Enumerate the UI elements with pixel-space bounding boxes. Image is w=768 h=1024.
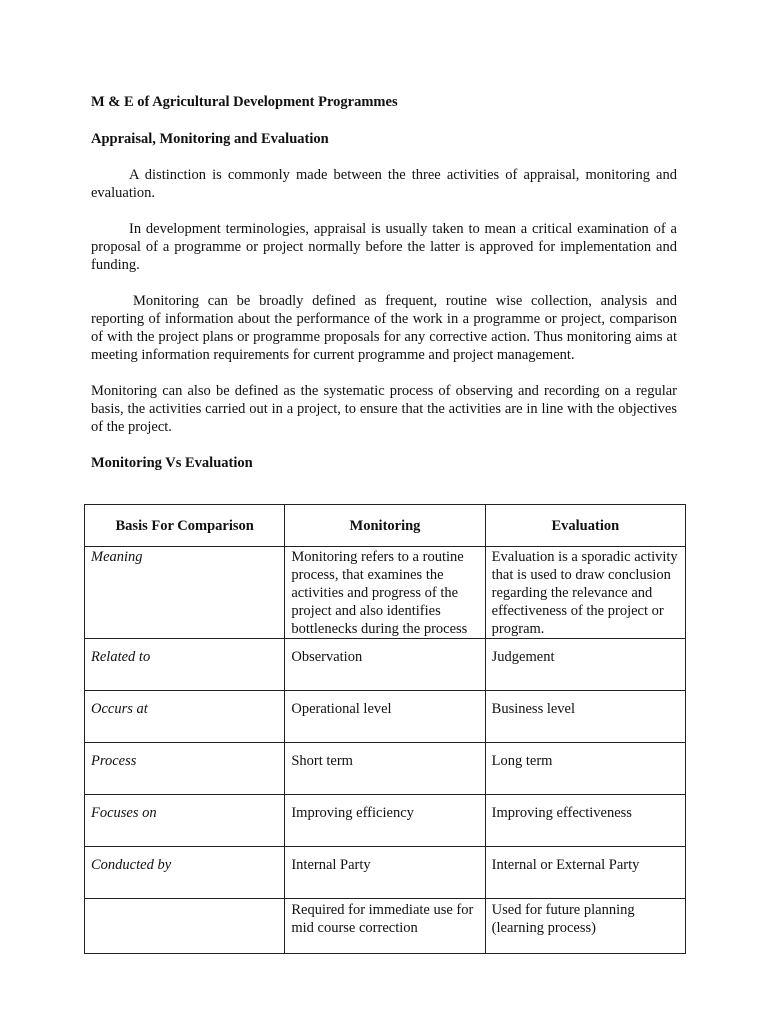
- cell-evaluation: Used for future planning (learning process): [485, 899, 685, 954]
- cell-evaluation: Long term: [485, 743, 685, 795]
- cell-evaluation: Internal or External Party: [485, 847, 685, 899]
- table-row: [85, 743, 686, 795]
- paragraph-distinction: A distinction is commonly made between the three activities of appraisal, monitoring and evaluation.: [91, 167, 677, 201]
- table-row: [85, 639, 686, 691]
- paragraph-monitoring-definition: Monitoring can be broadly defined as frequent, routine wise collection, analysis and reporting of information about the performance of the work in a programme or project, comparison of with the project plans or programme proposals for any corrective action. Thus monitoring aims at meeting information requirements for current programme and project management.: [91, 293, 677, 363]
- paragraph-appraisal: In development terminologies, appraisal is usually taken to mean a critical examination of a proposal of a programme or project normally before the latter is approved for implementation and funding.: [91, 221, 677, 273]
- cell-monitoring: Improving efficiency: [285, 795, 485, 847]
- cell-monitoring: Operational level: [285, 691, 485, 743]
- table-row: [85, 795, 686, 847]
- table-row: [85, 547, 686, 639]
- cell-monitoring: Short term: [285, 743, 485, 795]
- section-heading-appraisal: Appraisal, Monitoring and Evaluation: [91, 131, 329, 147]
- document-body: [91, 93, 677, 490]
- table-row: [85, 691, 686, 743]
- section-heading-comparison: Monitoring Vs Evaluation: [91, 455, 253, 471]
- cell-basis: [85, 899, 285, 954]
- cell-evaluation: Evaluation is a sporadic activity that is used to draw conclusion regarding the relevance and effectiveness of the project or program.: [485, 547, 685, 639]
- cell-monitoring: Required for immediate use for mid course correction: [285, 899, 485, 954]
- table-row: [85, 847, 686, 899]
- comparison-table: [84, 504, 686, 954]
- cell-monitoring: Monitoring refers to a routine process, that examines the activities and progress of the project and also identifies bottlenecks during the process: [285, 547, 485, 639]
- cell-evaluation: Improving effectiveness: [485, 795, 685, 847]
- cell-basis: Focuses on: [85, 795, 285, 847]
- paragraph-monitoring-systematic: Monitoring can also be defined as the systematic process of observing and recording on a regular basis, the activities carried out in a project, to ensure that the activities are in line with the objectives of the project.: [91, 383, 677, 435]
- cell-monitoring: Observation: [285, 639, 485, 691]
- header-monitoring: Monitoring: [285, 505, 485, 547]
- table-header-row: [85, 505, 686, 547]
- cell-basis: Conducted by: [85, 847, 285, 899]
- cell-basis: Occurs at: [85, 691, 285, 743]
- cell-monitoring: Internal Party: [285, 847, 485, 899]
- cell-evaluation: Judgement: [485, 639, 685, 691]
- cell-basis: Meaning: [85, 547, 285, 639]
- cell-basis: Process: [85, 743, 285, 795]
- table-row: [85, 899, 686, 954]
- cell-basis: Related to: [85, 639, 285, 691]
- header-basis: Basis For Comparison: [85, 505, 285, 547]
- cell-evaluation: Business level: [485, 691, 685, 743]
- document-title: M & E of Agricultural Development Programmes: [91, 94, 398, 110]
- header-evaluation: Evaluation: [485, 505, 685, 547]
